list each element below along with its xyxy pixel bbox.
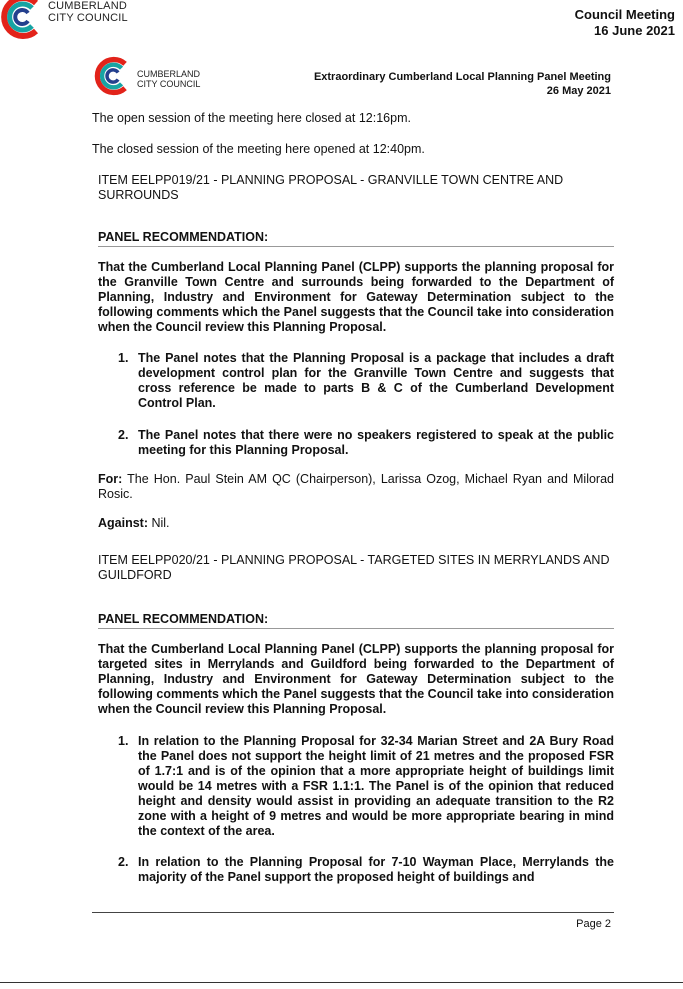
inner-council-logo	[92, 56, 132, 96]
votes-against	[98, 516, 620, 531]
heading-divider	[98, 628, 614, 629]
item1-point1-text: The Panel notes that the Planning Proposal is a package that includes a draft development control plan for the Granville Town Centre and suggests that cross reference be made to parts B & C of the Cumberland Development Control Plan.	[138, 351, 614, 410]
item1-point1-number: 1.	[118, 351, 129, 365]
votes-for-label: For:	[98, 472, 123, 486]
page-number: Page 2	[576, 918, 611, 930]
inner-meeting-title: Extraordinary Cumberland Local Planning Panel Meeting	[313, 71, 611, 83]
item2-point2-number: 2.	[118, 855, 129, 869]
votes-against-label: Against:	[98, 516, 148, 530]
meeting-date: 16 June 2021	[594, 23, 675, 38]
council-name-line1: CUMBERLAND	[48, 0, 128, 12]
item2-panel-heading: PANEL RECOMMENDATION:	[98, 612, 269, 626]
inner-meeting-info	[314, 70, 611, 98]
votes-for	[98, 472, 614, 502]
inner-council-line2: CITY COUNCIL	[137, 79, 201, 89]
votes-for-text: The Hon. Paul Stein AM QC (Chairperson), Larissa Ozog, Michael Ryan and Milorad Rosic.	[98, 472, 614, 501]
item1-point2-text: The Panel notes that there were no speakers registered to speak at the public meeting for this Planning Proposal.	[138, 428, 614, 457]
heading-divider	[98, 246, 614, 247]
item2-title: ITEM EELPP020/21 - PLANNING PROPOSAL - TARGETED SITES IN MERRYLANDS AND GUILDFORD	[98, 553, 610, 582]
inner-meeting-date: 26 May 2021	[546, 85, 611, 97]
item2-point1-text: In relation to the Planning Proposal for 32-34 Marian Street and 2A Bury Road the Panel does not support the height limit of 21 metres and the proposed FSR of 1.7:1 and is of the opinion that a more appropriate height of buildings limit would be 14 metres with a FSR 1.1:1. The Panel is of the opinion that reduced height and density would assist in providing an adequate transition to the R2 zone with a height of 9 metres and would be more appropriate bearing in mind the context of the area.	[138, 734, 614, 838]
bottom-divider	[0, 982, 683, 983]
footer-divider	[92, 912, 614, 913]
open-session-text: The open session of the meeting here closed at 12:16pm.	[92, 111, 411, 125]
item1-point2-number: 2.	[118, 428, 129, 442]
council-logo	[0, 0, 44, 40]
inner-council-line1: CUMBERLAND	[137, 69, 201, 79]
item2-point1-number: 1.	[118, 734, 129, 748]
item2-point2-text: In relation to the Planning Proposal for 7-10 Wayman Place, Merrylands the majority of the Panel support the proposed height of buildings and	[138, 855, 614, 884]
votes-against-text: Nil.	[148, 516, 170, 530]
item2-recommendation: That the Cumberland Local Planning Panel (CLPP) supports the planning proposal for targeted sites in Merrylands and Guildford being forwarded to the Department of Planning, Industry and Environment for Gateway Determination subject to the following comments which the Panel suggests that the Council take into consideration when the Council review this Planning Proposal.	[98, 642, 614, 716]
closed-session-text: The closed session of the meeting here opened at 12:40pm.	[92, 142, 425, 156]
council-name	[48, 0, 128, 24]
item1-recommendation: That the Cumberland Local Planning Panel (CLPP) supports the planning proposal for the Granville Town Centre and surrounds being forwarded to the Department of Planning, Industry and Environment for Gateway Determination subject to the following comments which the Panel suggests that the Council take into consideration when the Council review this Planning Proposal.	[98, 260, 614, 334]
council-name-line2: CITY COUNCIL	[48, 12, 128, 24]
item1-panel-heading: PANEL RECOMMENDATION:	[98, 230, 269, 244]
meeting-title: Council Meeting	[574, 7, 675, 22]
inner-council-name	[137, 69, 200, 89]
meeting-info	[575, 7, 675, 39]
item1-title: ITEM EELPP019/21 - PLANNING PROPOSAL - GRANVILLE TOWN CENTRE AND SURROUNDS	[98, 173, 564, 202]
